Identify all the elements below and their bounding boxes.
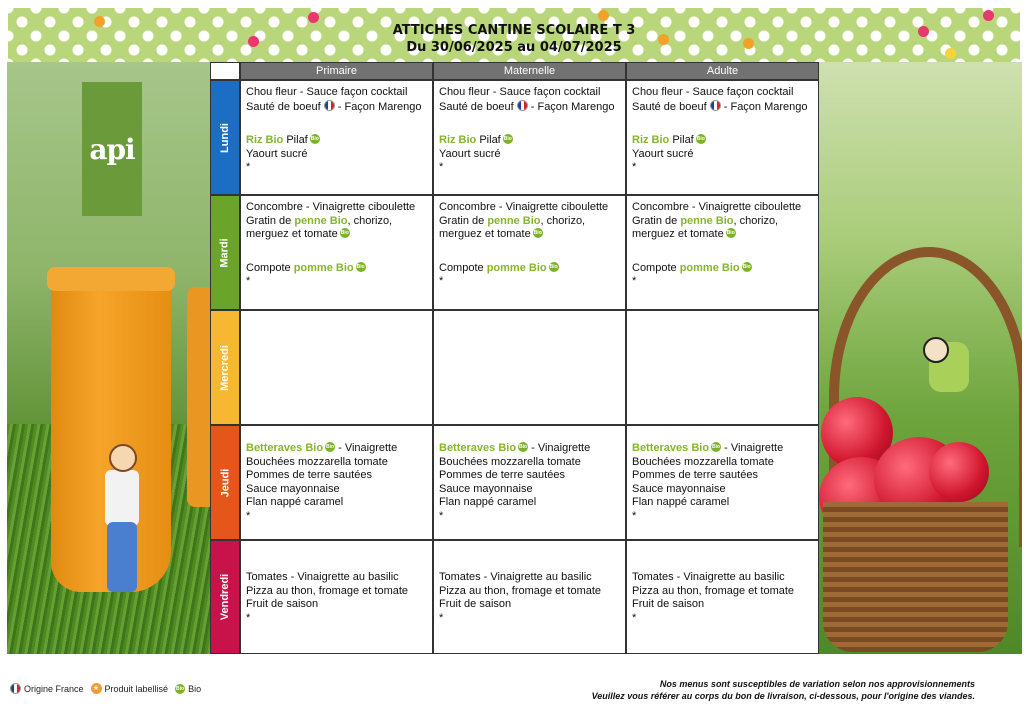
menu-line [632,262,813,276]
menu-line: Bouchées mozzarella tomate [439,455,581,468]
spacer [439,114,620,134]
bio-icon: Bio [519,444,528,450]
menu-line: Fruit de saison [632,598,705,610]
bio-dish: pomme Bio [486,261,547,274]
menu-line [439,442,620,456]
menu-line: * [439,161,444,173]
dish: - Façon Marengo [337,100,422,113]
menu-line: * [632,611,637,624]
menu-line: * [246,161,251,173]
legend-label: Origine France [24,683,84,694]
france-flag-icon [517,100,528,111]
menu-line: Yaourt sucré [439,147,501,160]
menu-line: Flan nappé caramel [632,496,730,508]
page-title: ATTICHES CANTINE SCOLAIRE T 3 [392,23,636,38]
menu-line: Tomates - Vinaigrette au basilic [632,571,785,583]
bio-dish: pomme Bio [679,261,740,274]
menu-line: Pizza au thon, fromage et tomate [439,584,602,597]
footer-note-line: Veuillez vous référer au corps du bon de livraison, ci-dessous, pour l'origine des viandes. [591,691,975,701]
day-name: Mercredi [219,344,232,391]
child-head [109,444,137,472]
dish: , chorizo, [347,214,393,227]
bio-dish: Betteraves Bio [246,442,324,454]
logo-text: api [89,132,135,166]
dish: merguez et tomate [246,228,338,240]
bio-icon: Bio [356,263,365,270]
spacer [439,242,620,262]
label-rouge-icon: ★ [91,683,102,694]
bio-icon: Bio [340,230,349,236]
dish: Sauté de boeuf [632,100,707,113]
legend-origin [10,683,84,694]
bio-icon: Bio [310,136,319,142]
bio-dish: penne Bio [680,214,734,227]
api-logo [82,82,142,216]
legend [10,683,205,694]
menu-cell-mercredi-primaire [240,310,433,425]
menu-line: Fruit de saison [439,598,512,610]
confetti-dot [598,10,609,21]
menu-line: Concombre - Vinaigrette ciboulette [439,201,609,213]
title-block [8,22,1020,56]
bio-dish: Betteraves Bio [439,442,517,454]
menu-line: * [246,509,251,522]
menu-line: Tomates - Vinaigrette au basilic [439,571,592,583]
france-flag-icon [710,100,721,111]
menu-line: Sauce mayonnaise [246,482,340,495]
menu-line [632,228,813,242]
menu-line [439,228,620,242]
bio-icon: Bio [533,230,542,236]
france-flag-icon [10,683,21,694]
bio-icon: Bio [326,444,335,450]
bio-icon: Bio [696,136,705,142]
day-label-jeudi [210,425,240,540]
menu-line [439,134,620,148]
dish: - Vinaigrette [531,442,591,454]
day-label-mercredi [210,310,240,425]
menu-line: Chou fleur - Sauce façon cocktail [439,86,601,98]
day-name: Vendredi [219,573,231,621]
menu-cell-lundi-adulte [626,80,819,195]
menu-cell-mardi-adulte [626,195,819,310]
spacer [632,242,813,262]
day-name: Lundi [219,122,231,153]
bio-icon: Bio [176,685,185,692]
bio-dish: pomme Bio [293,261,354,274]
menu-line: * [632,509,637,522]
menu-line: Pommes de terre sautées [632,469,758,481]
dish: Pilaf [286,134,308,146]
dish: merguez et tomate [439,228,531,240]
bio-dish: Betteraves Bio [632,442,710,454]
dish: Sauté de boeuf [246,100,321,113]
menu-cell-jeudi-primaire [240,425,433,540]
menu-line [246,215,427,229]
menu-cell-vendredi-primaire [240,540,433,654]
day-name: Jeudi [219,468,232,497]
confetti-dot [983,10,994,21]
bio-dish: penne Bio [487,214,541,227]
spacer [632,114,813,134]
dish: - Vinaigrette [338,442,398,454]
menu-line [246,134,427,148]
menu-line: Concombre - Vinaigrette ciboulette [246,201,416,213]
menu-line: Yaourt sucré [632,147,694,160]
menu-line: * [246,275,251,287]
basket-decor [823,502,1008,652]
legend-label: Produit labellisé [104,683,169,694]
menu-line [439,262,620,276]
child-overalls [107,522,137,592]
menu-line: Pizza au thon, fromage et tomate [632,584,795,597]
menu-line [439,215,620,229]
bio-dish: Riz Bio [632,134,670,146]
legend-bio [175,684,201,694]
dish: , chorizo, [540,214,586,227]
menu-line [632,215,813,229]
date-range: Du 30/06/2025 au 04/07/2025 [406,40,622,55]
menu-line: Sauce mayonnaise [632,482,726,495]
menu-table [210,62,819,654]
menu-line: Flan nappé caramel [439,496,537,508]
menu-line [246,100,427,115]
day-label-vendredi [210,540,240,654]
menu-line: Pommes de terre sautées [439,469,565,481]
menu-cell-jeudi-maternelle [433,425,626,540]
menu-line: * [632,275,637,287]
bio-icon: Bio [726,230,735,236]
dish: Compote [246,261,291,274]
dish: merguez et tomate [632,228,724,240]
footer-note-line: Nos menus sont susceptibles de variation selon nos approvisionnements [659,679,975,689]
menu-cell-mardi-primaire [240,195,433,310]
menu-line [632,442,813,456]
menu-cell-lundi-maternelle [433,80,626,195]
menu-line: * [439,275,444,287]
legend-label: Bio [188,683,202,694]
menu-cell-vendredi-adulte [626,540,819,654]
dish: Sauté de boeuf [439,100,514,113]
boot-decor [187,287,210,507]
dish: Pilaf [479,134,501,146]
table-corner [210,62,240,80]
dish: Gratin de [439,214,485,227]
menu-line: Pizza au thon, fromage et tomate [246,584,409,597]
dish: - Façon Marengo [723,100,808,113]
menu-line: * [246,611,251,624]
menu-line [439,100,620,115]
bio-icon: Bio [742,263,751,270]
menu-line: Concombre - Vinaigrette ciboulette [632,201,802,213]
dish: , chorizo, [733,214,779,227]
menu-line: * [439,611,444,624]
child-illustration [105,470,139,526]
bio-dish: penne Bio [294,214,348,227]
bio-icon: Bio [503,136,512,142]
footer-note [592,678,975,702]
apple-decor [929,442,989,502]
bio-icon: Bio [549,263,558,270]
menu-line [632,134,813,148]
menu-line [246,262,427,276]
menu-line: Bouchées mozzarella tomate [246,455,388,468]
spacer [246,242,427,262]
menu-cell-mardi-maternelle [433,195,626,310]
menu-line [246,442,427,456]
france-flag-icon [324,100,335,111]
menu-cell-mercredi-maternelle [433,310,626,425]
dish: Compote [632,261,677,274]
dish: - Façon Marengo [530,100,615,113]
header-banner [8,8,1020,62]
dish: Compote [439,261,484,274]
menu-line: Tomates - Vinaigrette au basilic [246,571,399,583]
dish: - Vinaigrette [724,442,784,454]
child-head [923,337,949,363]
column-header-maternelle: Maternelle [433,62,626,80]
spacer [246,114,427,134]
menu-cell-vendredi-maternelle [433,540,626,654]
menu-line: Chou fleur - Sauce façon cocktail [246,86,408,98]
left-photo-boots [7,62,210,654]
bio-dish: Riz Bio [246,134,284,146]
boot-cuff [47,267,175,291]
menu-line: * [439,509,444,522]
menu-line: Chou fleur - Sauce façon cocktail [632,86,794,98]
menu-line: Bouchées mozzarella tomate [632,455,774,468]
menu-line [632,100,813,115]
legend-labelled [91,683,169,694]
day-label-mardi [210,195,240,310]
menu-line: Yaourt sucré [246,147,308,160]
menu-line: Fruit de saison [246,598,319,610]
right-photo-apples [819,62,1022,654]
menu-line: Flan nappé caramel [246,496,344,508]
menu-line: Sauce mayonnaise [439,482,533,495]
menu-cell-mercredi-adulte [626,310,819,425]
menu-cell-lundi-primaire [240,80,433,195]
bio-dish: Riz Bio [439,134,477,146]
dish: Pilaf [672,134,694,146]
menu-cell-jeudi-adulte [626,425,819,540]
menu-line: * [632,161,637,173]
menu-line: Pommes de terre sautées [246,469,372,481]
day-name: Mardi [219,237,231,268]
dish: Gratin de [632,214,678,227]
menu-line [246,228,427,242]
column-header-adulte: Adulte [626,62,819,80]
column-header-primaire: Primaire [240,62,433,80]
dish: Gratin de [246,214,292,227]
day-label-lundi [210,80,240,195]
bio-icon: Bio [712,444,721,450]
